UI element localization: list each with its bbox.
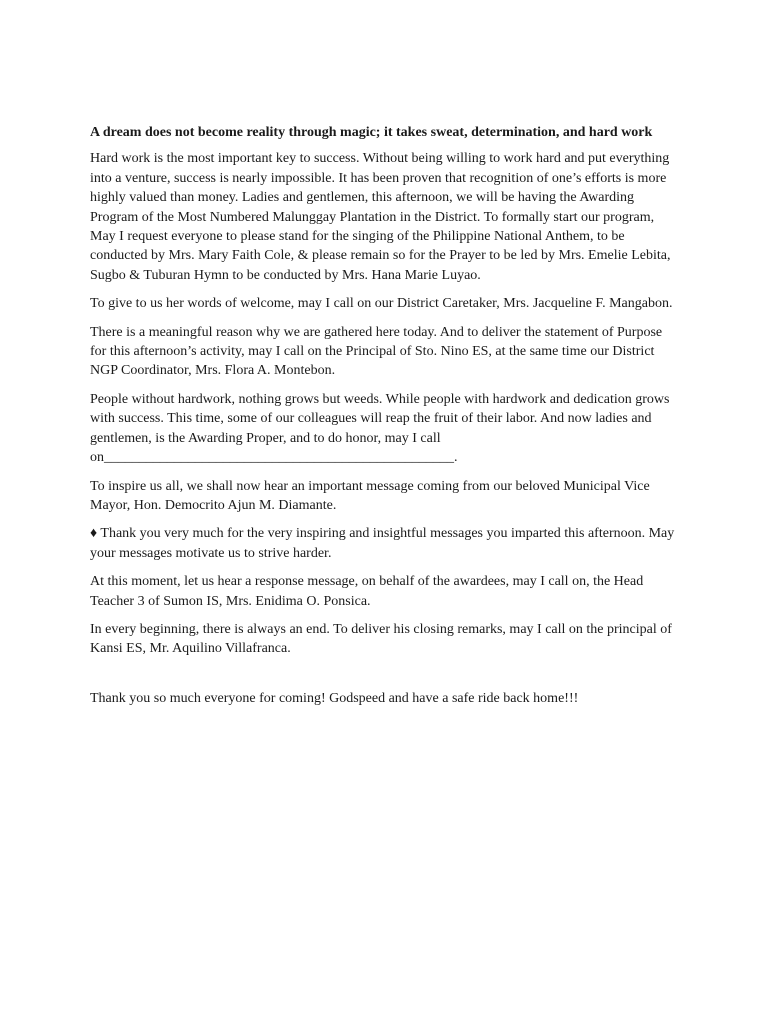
closing-line: Thank you so much everyone for coming! Godspeed and have a safe ride back home!!!	[90, 690, 579, 706]
paragraph-closing-remarks: In every beginning, there is always an end. To deliver his closing remarks, may I call on the principal of Kansi ES, Mr. Aquilino Villafranca.	[90, 621, 672, 657]
paragraph-statement-of-purpose: There is a meaningful reason why we are gathered here today. And to deliver the statement of Purpose for this afternoon’s activity, may I call on the Principal of Sto. Nino ES, at the same time our District NGP Coordinator, Mrs. Flora A. Montebon.	[90, 324, 663, 379]
paragraph-inspirational-message: To inspire us all, we shall now hear an important message coming from our beloved Municipal Vice Mayor, Hon. Democrito Ajun M. Diamante.	[90, 478, 650, 513]
paragraph-awarding-proper: People without hardwork, nothing grows but weeds. While people with hardwork and dedication grows with success. This time, some of our colleagues will reap the fruit of their labor. And now ladies and gentlemen, is the Awarding Proper, and to do honor, may I call on__________________________________________________.	[90, 391, 670, 466]
paragraph-thank-you: ♦ Thank you very much for the very inspiring and insightful messages you imparted this afternoon. May your messages motivate us to strive harder.	[90, 526, 675, 561]
paragraph-response-message: At this moment, let us hear a response message, on behalf of the awardees, may I call on, the Head Teacher 3 of Sumon IS, Mrs. Enidima O. Ponsica.	[90, 574, 644, 609]
paragraph-welcome: To give to us her words of welcome, may I call on our District Caretaker, Mrs. Jacqueline F. Mangabon.	[90, 296, 673, 312]
document-page	[90, 123, 675, 717]
paragraph-introduction: Hard work is the most important key to success. Without being willing to work hard and put everything into a venture, success is nearly impossible. It has been proven that recognition of one’s efforts is more highly valued than money. Ladies and gentlemen, this afternoon, we will be having the Awarding Program of the Most Numbered Malunggay Plantation in the District. To formally start our program, May I request everyone to please stand for the singing of the Philippine National Anthem, to be conducted by Mrs. Mary Faith Cole, & please remain so for the Prayer to be led by Mrs. Emelie Lebita, Sugbo & Tuburan Hymn to be conducted by Mrs. Hana Marie Luyao.	[90, 151, 671, 283]
document-title: A dream does not become reality through magic; it takes sweat, determination, and hard work	[90, 125, 653, 140]
